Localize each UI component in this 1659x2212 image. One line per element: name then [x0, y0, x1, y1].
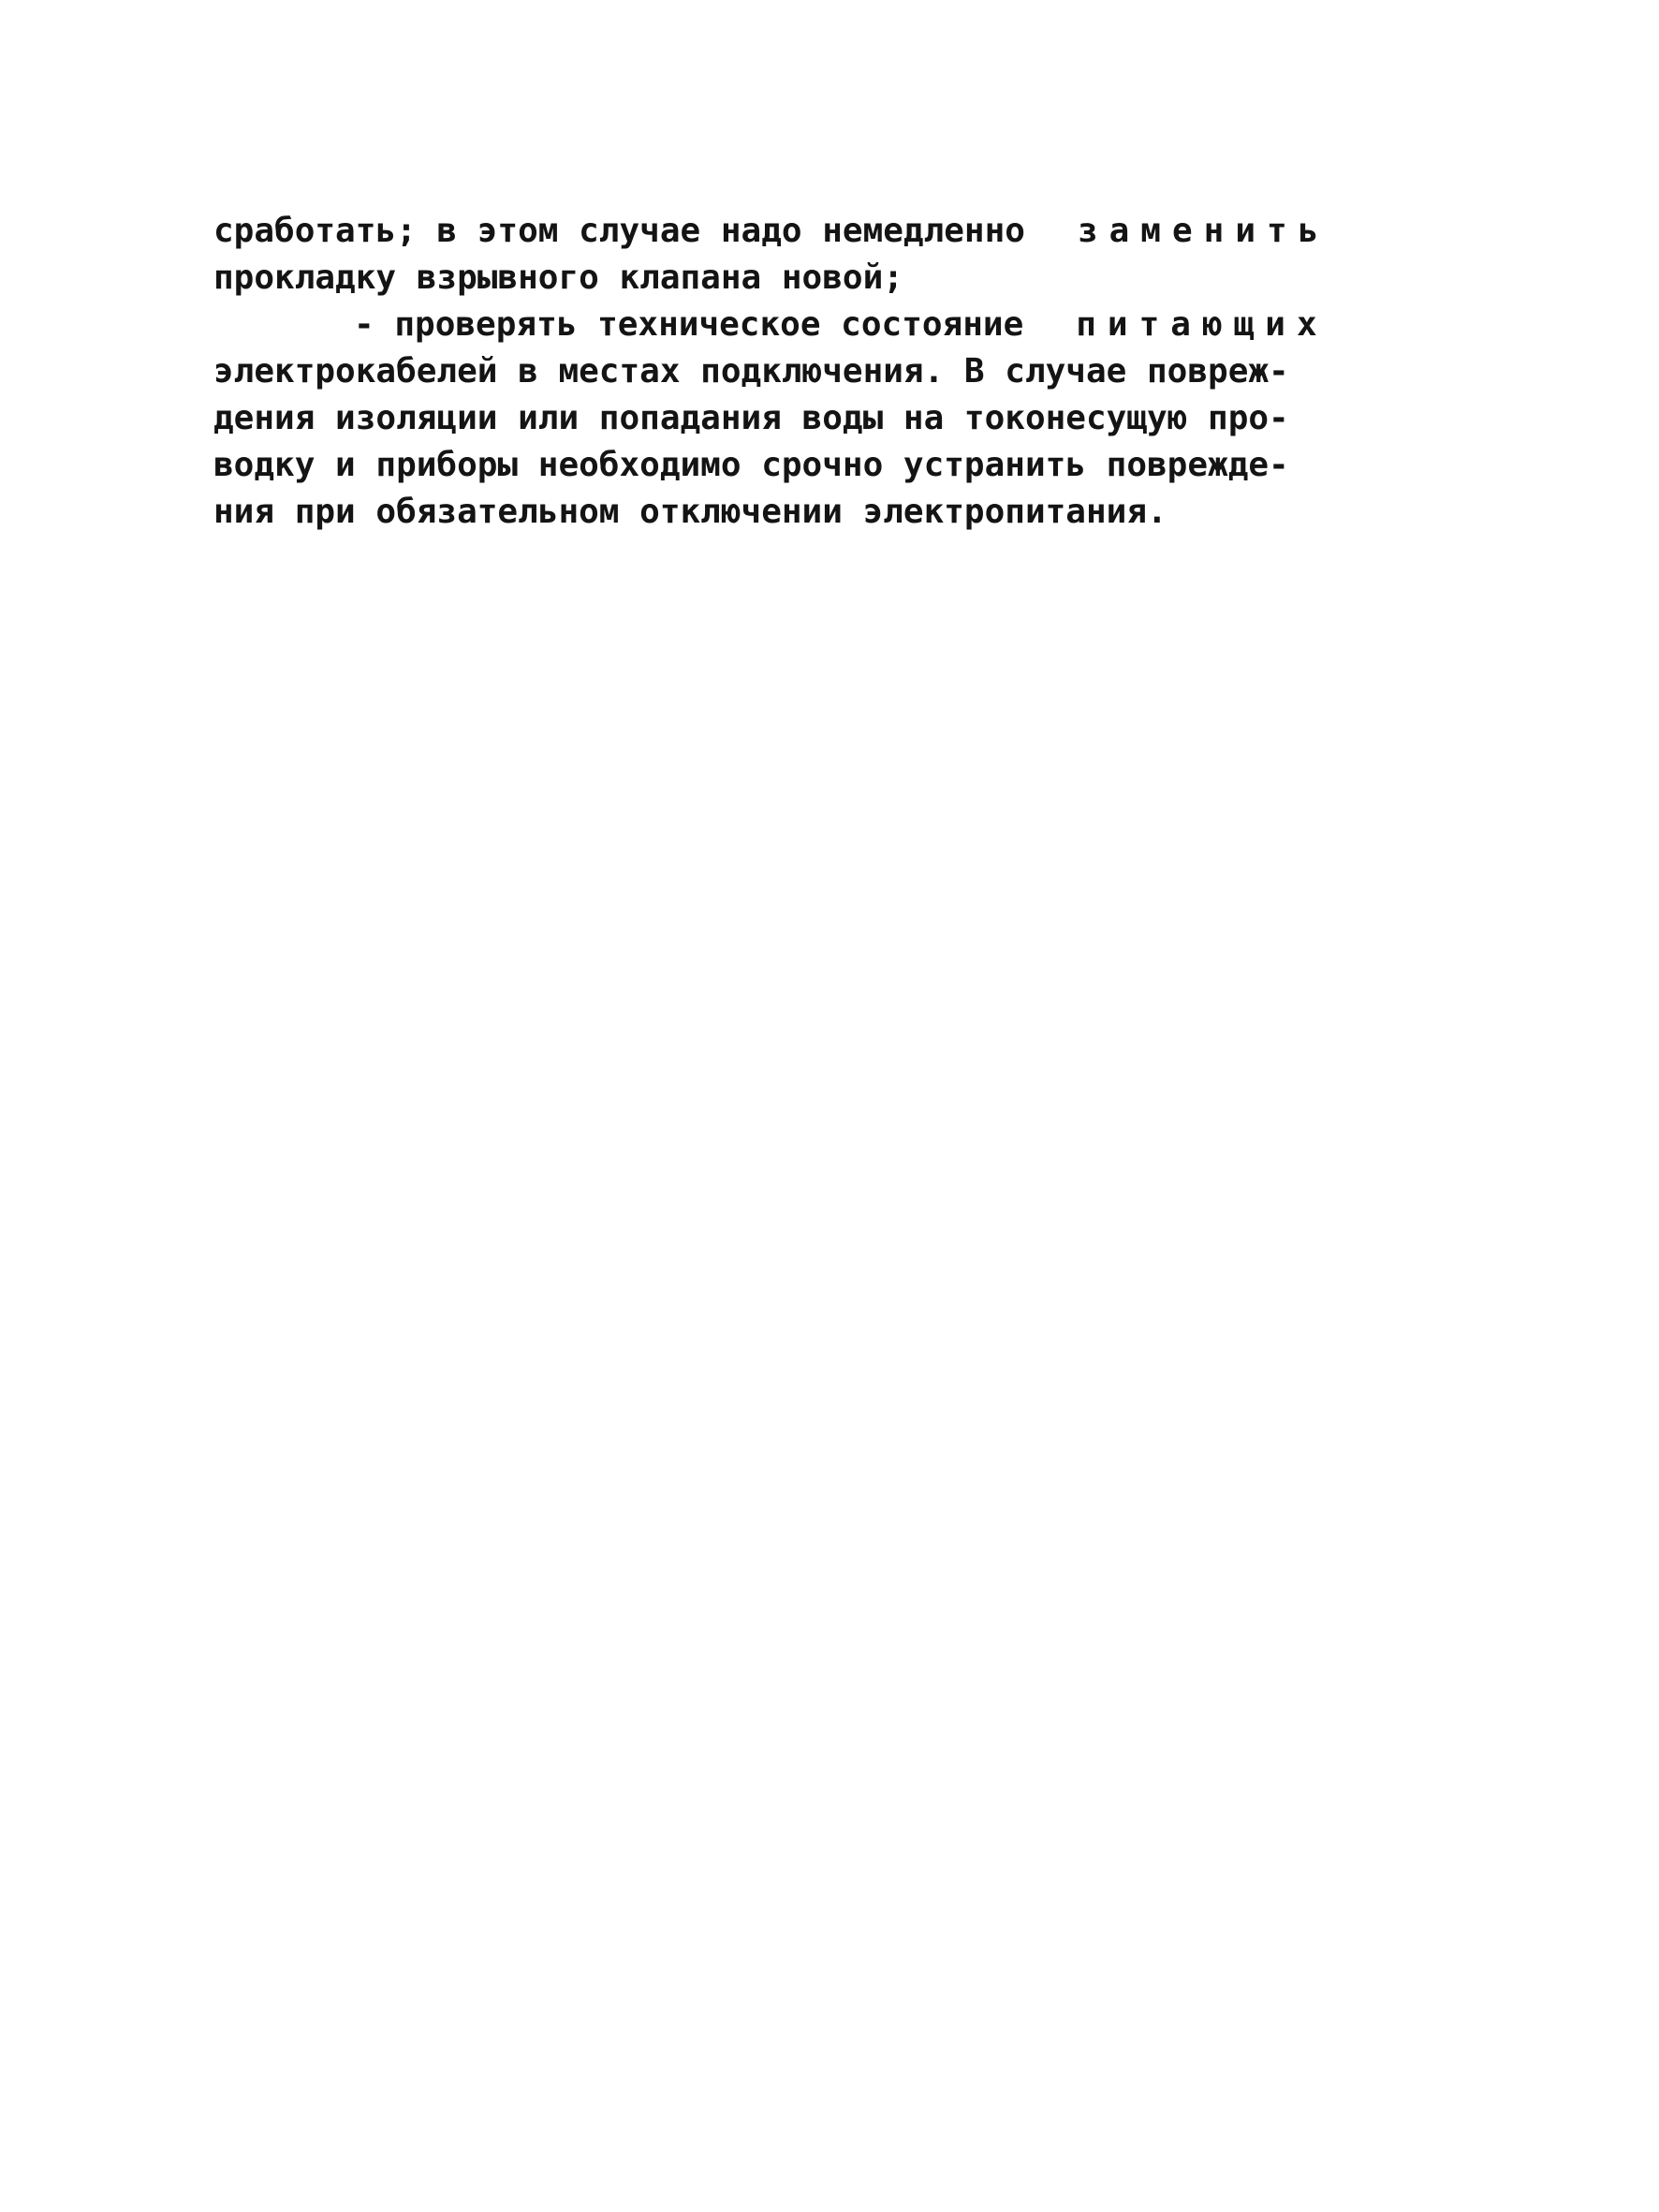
- text-line-3-main: - проверять техническое состояние: [354, 305, 1024, 344]
- text-line-7: [213, 489, 1468, 536]
- text-line-5: [213, 395, 1468, 442]
- text-line-5-main: дения изоляции или попадания воды на токонесущую про-: [213, 399, 1289, 437]
- text-line-4-main: электрокабелей в местах подключения. В случае повреж-: [213, 352, 1289, 391]
- text-line-1-spaced-word: заменить: [1077, 212, 1330, 250]
- text-line-1-main: сработать; в этом случае надо немедленно: [213, 212, 1025, 250]
- text-line-4: [213, 348, 1468, 395]
- text-line-6: [213, 442, 1468, 489]
- text-line-2: [213, 255, 1468, 302]
- text-line-6-main: водку и приборы необходимо срочно устранить поврежде-: [213, 446, 1289, 484]
- text-line-1: [213, 208, 1468, 255]
- text-line-2-main: прокладку взрывного клапана новой;: [213, 258, 903, 297]
- text-line-7-main: ния при обязательном отключении электропитания.: [213, 493, 1167, 531]
- text-line-3-spaced-word: питающих: [1076, 305, 1329, 344]
- text-line-3: [213, 302, 1468, 348]
- document-body-text: [213, 208, 1468, 536]
